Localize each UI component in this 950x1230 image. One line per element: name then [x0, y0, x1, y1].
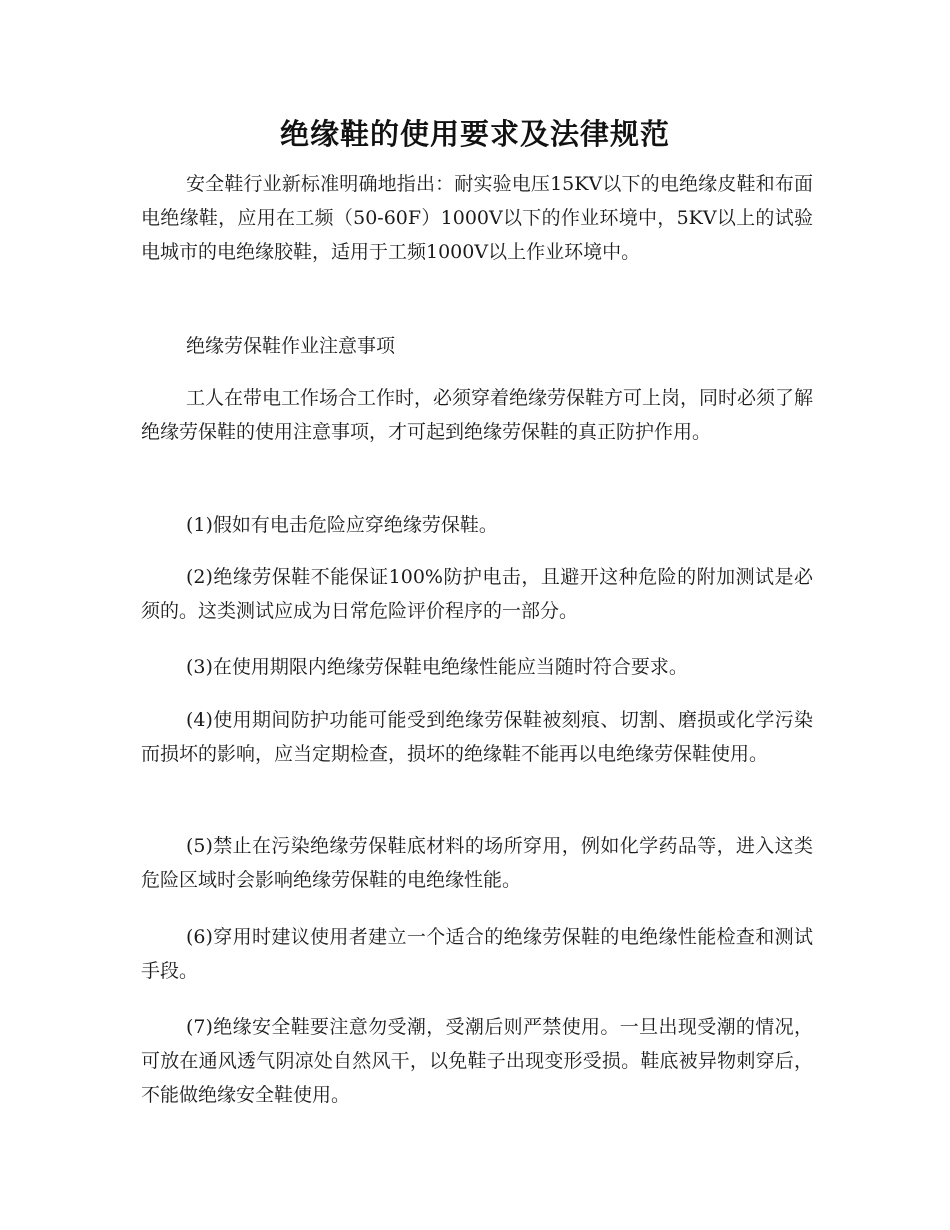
list-item-5: (5)禁止在污染绝缘劳保鞋底材料的场所穿用，例如化学药品等，进入这类危险区域时会影响绝缘劳保鞋的电绝缘性能。 [141, 835, 813, 891]
list-item-2: (2)绝缘劳保鞋不能保证100%防护电击，且避开这种危险的附加测试是必须的。这类测试应成为日常危险评价程序的一部分。 [141, 566, 813, 622]
list-item-3: (3)在使用期限内绝缘劳保鞋电绝缘性能应当随时符合要求。 [186, 656, 688, 678]
paragraph-requirement: 工人在带电工作场合工作时，必须穿着绝缘劳保鞋方可上岗，同时必须了解绝缘劳保鞋的使用注意事项，才可起到绝缘劳保鞋的真正防护作用。 [141, 387, 814, 443]
page-title: 绝缘鞋的使用要求及法律规范 [279, 117, 670, 151]
section-heading: 绝缘劳保鞋作业注意事项 [186, 335, 396, 357]
list-item-4: (4)使用期间防护功能可能受到绝缘劳保鞋被刻痕、切割、磨损或化学污染而损坏的影响，应当定期检查，损坏的绝缘鞋不能再以电绝缘劳保鞋使用。 [141, 709, 813, 765]
list-item-6: (6)穿用时建议使用者建立一个适合的绝缘劳保鞋的电绝缘性能检查和测试手段。 [141, 926, 813, 982]
paragraph-intro: 安全鞋行业新标准明确地指出：耐实验电压15KV以下的电绝缘皮鞋和布面电绝缘鞋，应用在工频（50-60F）1000V以下的作业环境中，5KV以上的试验电城市的电绝缘胶鞋，适用于工频1000V以上作业环境中。 [141, 173, 813, 263]
list-item-7: (7)绝缘安全鞋要注意勿受潮，受潮后则严禁使用。一旦出现受潮的情况，可放在通风透气阴凉处自然风干，以免鞋子出现变形受损。鞋底被异物刺穿后，不能做绝缘安全鞋使用。 [141, 1016, 813, 1106]
list-item-1: (1)假如有电击危险应穿绝缘劳保鞋。 [186, 514, 498, 536]
